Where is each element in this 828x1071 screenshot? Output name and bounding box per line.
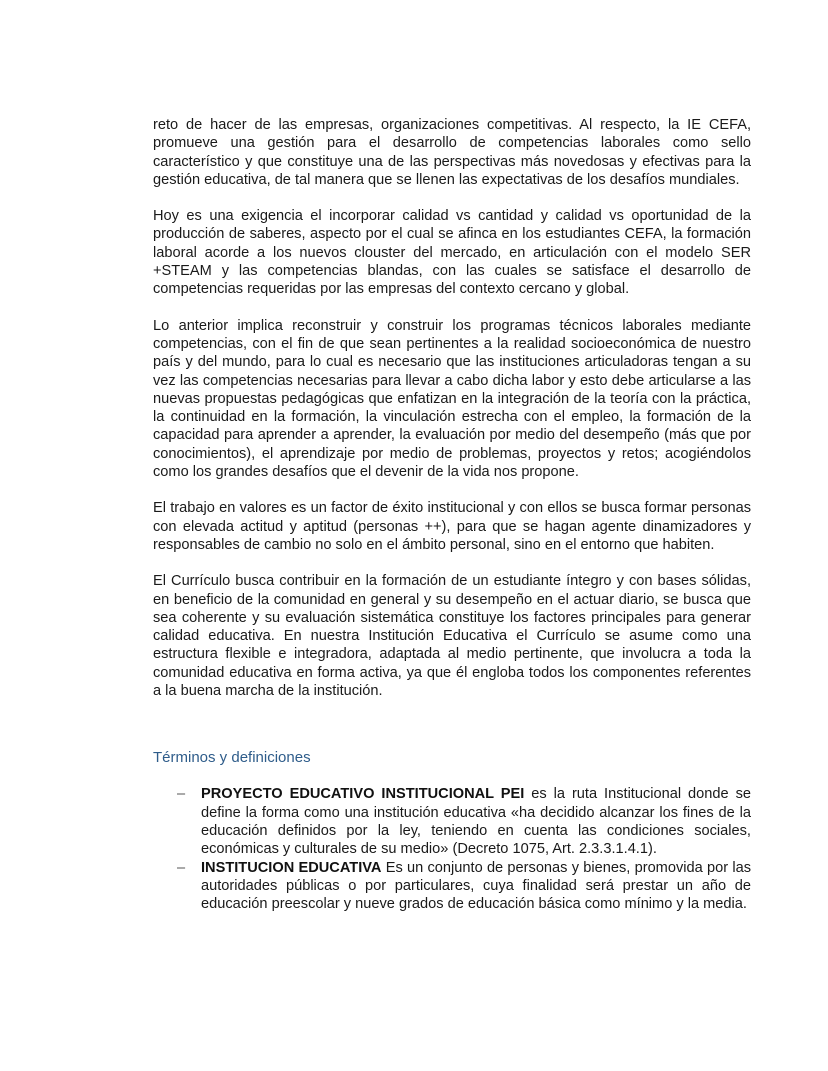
paragraph-5: El Currículo busca contribuir en la formación de un estudiante íntegro y con bases sólidas, en beneficio de la comunidad en general y su desempeño en el actuar diario, se busca que sea coherente y su evaluación sistemática constituye los factores principales para generar calidad educativa. En nuestra Institución Educativa el Currículo se asume como una estructura flexible e integradora, adaptada al medio pertinente, que involucra a toda la comunidad educativa en forma activa, ya que él engloba todos los componentes referentes a la buena marcha de la institución. xyxy=(153,573,751,700)
paragraph-3: Lo anterior implica reconstruir y construir los programas técnicos laborales mediante competencias, con el fin de que sean pertinentes a la realidad socioeconómica de nuestro país y del mundo, para lo cual es necesario que las instituciones articuladoras tengan a su vez las competencias necesarias para llevar a cabo dicha labor y esto debe articularse a las nuevas propuestas pedagógicas que enfatizan en la integración de la teoría con la práctica, la continuidad en la formación, la vinculación estrecha con el empleo, la formación de la capacidad para aprender a aprender, la evaluación por medio del desempeño (más que por conocimientos), el aprendizaje por medio de problemas, proyectos y retos; acogiéndolos como los grandes desafíos que el devenir de la vida nos propone. xyxy=(153,317,751,481)
dash-bullet-icon: – xyxy=(177,859,186,876)
section-heading: Términos y definiciones xyxy=(153,749,311,767)
paragraph-4: El trabajo en valores es un factor de éxito institucional y con ellos se busca formar personas con elevada actitud y aptitud (personas ++), para que se hagan agente dinamizadores y responsables de cambio no solo en el ámbito personal, sino en el entorno que habiten. xyxy=(153,500,751,553)
paragraph-2: Hoy es una exigencia el incorporar calidad vs cantidad y calidad vs oportunidad de la producción de saberes, aspecto por el cual se afinca en los estudiantes CEFA, la formación laboral acorde a los nuevos clouster del mercado, en articulación con el modelo SER +STEAM y las competencias blandas, con las cuales se satisface el desarrollo de competencias requeridas por las empresas del contexto cercano y global. xyxy=(153,208,751,298)
definition-text: Es un conjunto de personas y bienes, promovida por las autoridades públicas o por particulares, cuya finalidad será prestar un año de educación preescolar y nueve grados de educación básica como mínimo y la media. xyxy=(201,859,751,913)
definition-term: PROYECTO EDUCATIVO INSTITUCIONAL PEI xyxy=(201,786,525,803)
definition-term: INSTITUCION EDUCATIVA xyxy=(201,859,382,876)
definition-item xyxy=(177,785,752,858)
definitions-list xyxy=(153,785,751,913)
dash-bullet-icon: – xyxy=(177,786,186,803)
paragraph-1: reto de hacer de las empresas, organizaciones competitivas. Al respecto, la IE CEFA, promueve una gestión para el desarrollo de competencias laborales como sello característico y que constituye una de las perspectivas más novedosas y efectivas para la gestión educativa, de tal manera que se llenen las expectativas de los desafíos mundiales. xyxy=(153,117,751,188)
definition-text: es la ruta Institucional donde se define la forma como una institución educativa «ha decidido alcanzar los fines de la educación definidos por la ley, teniendo en cuenta las condiciones sociales, económicas y culturales de su medio» (Decreto 1075, Art. 2.3.3.1.4.1). xyxy=(201,786,752,858)
page-content xyxy=(153,116,751,913)
definition-item xyxy=(177,859,751,914)
